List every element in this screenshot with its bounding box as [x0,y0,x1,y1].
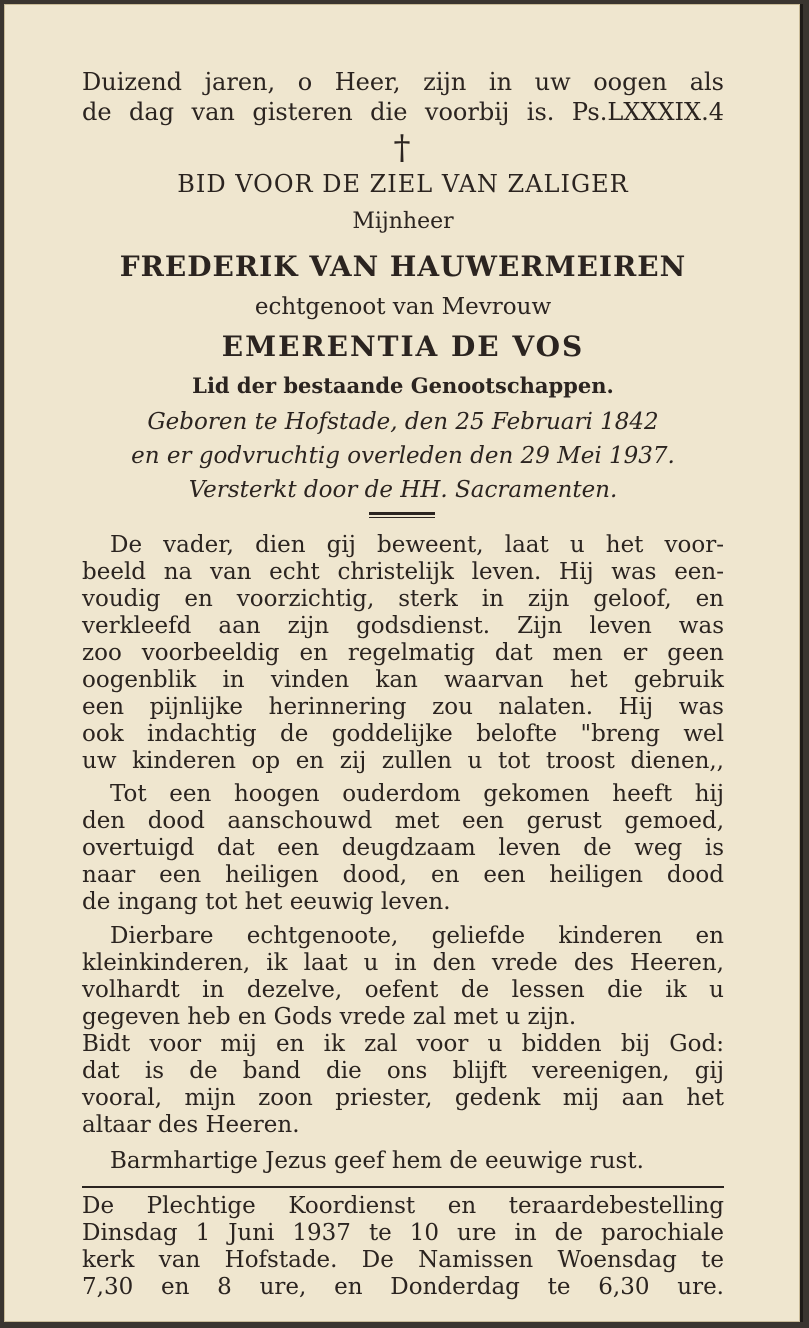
spouse-name: EMERENTIA DE VOS [221,330,585,363]
text-line: verkleefd aan zijn godsdienst. Zijn leven was [82,613,724,639]
text-line: uw kinderen op en zij zullen u tot troost dienen,, [82,748,724,774]
cross-icon: † [393,128,411,168]
notice-line: Dinsdag 1 Juni 1937 te 10 ure in de parochiale [82,1220,724,1246]
text-line: De vader, dien gij beweent, laat u het voor- [110,532,724,558]
text-line: zoo voorbeeldig en regelmatig dat men er geen [82,640,724,666]
notice-line: De Plechtige Koordienst en teraardebestelling [82,1193,724,1219]
text-line: oogenblik in vinden kan waarvan het gebruik [82,667,724,693]
psalm-line-2: de dag van gisteren die voorbij is. Ps.LXXXIX.4 [82,98,724,126]
funeral-notice [82,1192,724,1312]
death-line: en er godvruchtig overleden den 29 Mei 1937. [131,443,675,469]
text-line: de ingang tot het eeuwig leven. [82,889,451,915]
text-line: overtuigd dat een deugdzaam leven de weg is [82,835,724,861]
notice-line: kerk van Hofstade. De Namissen Woensdag te [82,1247,724,1273]
sacraments-line: Versterkt door de HH. Sacramenten. [188,477,618,503]
text-line: voudig en voorzichtig, sterk in zijn geloof, en [82,586,724,612]
text-line: Tot een hoogen ouderdom gekomen heeft hij [110,781,724,807]
psalm-line-1: Duizend jaren, o Heer, zijn in uw oogen als [82,68,724,96]
memorial-card [4,4,803,1322]
deceased-name: FREDERIK VAN HAUWERMEIREN [119,250,687,283]
text-line: een pijnlijke herinnering zou nalaten. Hij was [82,694,724,720]
text-line: kleinkinderen, ik laat u in den vrede des Heeren, [82,950,724,976]
notice-line: 7,30 en 8 ure, en Donderdag te 6,30 ure. [82,1274,724,1300]
paragraph-2 [82,780,724,920]
membership: Lid der bestaande Genootschappen. [192,373,614,398]
text-line: naar een heiligen dood, en een heiligen dood [82,862,724,888]
text-line: vooral, mijn zoon priester, gedenk mij aan het [82,1085,724,1111]
pray-line: BID VOOR DE ZIEL VAN ZALIGER [177,170,629,198]
text-line: Dierbare echtgenoote, geliefde kinderen en [110,923,724,949]
footer-rule [82,1186,724,1188]
text-line: den dood aanschouwd met een gerust gemoed, [82,808,724,834]
ornamental-divider [369,512,435,518]
text-line: gegeven heb en Gods vrede zal met u zijn. [82,1004,577,1030]
closing-prayer: Barmhartige Jezus geef hem de eeuwige rust. [110,1148,644,1174]
honorific: Mijnheer [352,209,454,234]
text-line: altaar des Heeren. [82,1112,300,1138]
paragraph-3 [82,922,724,1142]
paragraph-1 [82,531,724,791]
closing-block [82,1147,724,1177]
birth-line: Geboren te Hofstade, den 25 Februari 1842 [147,409,659,435]
text-line: Bidt voor mij en ik zal voor u bidden bij God: [82,1031,724,1057]
text-line: beeld na van echt christelijk leven. Hij was een- [82,559,724,585]
spouse-intro: echtgenoot van Mevrouw [254,294,552,320]
text-line: volhardt in dezelve, oefent de lessen die ik u [82,977,724,1003]
title-block [82,4,724,514]
text-line: dat is de band die ons blijft vereenigen, gij [82,1058,724,1084]
text-line: ook indachtig de goddelijke belofte "breng wel [82,721,724,747]
